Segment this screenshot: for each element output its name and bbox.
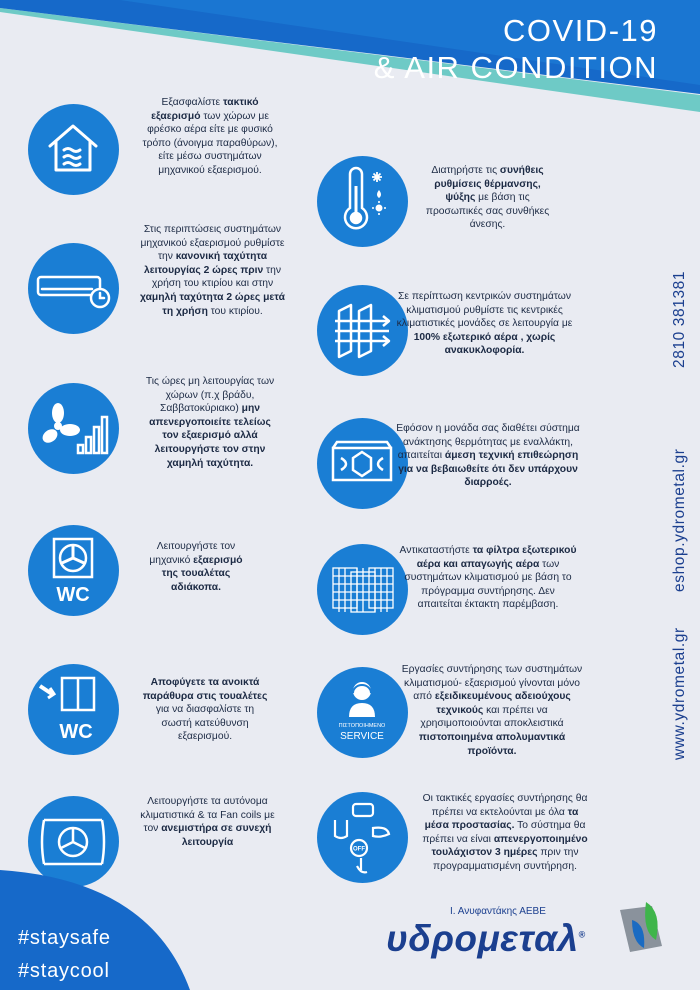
tip-text-part: Αντικαταστήστε — [399, 545, 473, 556]
tip-text-part: Αποφύγετε τα ανοικτά παράθυρα στις τουαλέτες — [142, 677, 268, 702]
tip-text-part: τα μέσα προστασίας. — [424, 806, 579, 832]
tip-text-part: μην απενεργοποιείτε τελείως τον εξαερισμό αλλά λειτουργήστε τον στην χαμηλή ταχύτητα. — [149, 403, 271, 469]
hashtag-staysafe: #staysafe — [18, 927, 111, 949]
tip-regular-ventilation — [140, 96, 280, 178]
tip-text-part: Εργασίες συντήρησης των συστημάτων κλιματισμού- εξαερισμού γίνονται μόνο από — [401, 664, 583, 703]
website-link[interactable]: www.ydrometal.gr — [671, 627, 688, 760]
tip-text-part: και πρέπει να χρησιμοποιούνται αποκλειστικά — [420, 704, 564, 730]
tip-text-part: πιστοποιημένα απολυμαντικά προϊόντα. — [418, 731, 566, 757]
tip-text-part: Εφόσον η μονάδα σας διαθέτει σύστημα ανάκτησης θερμότητας με εναλλάκτη, απαιτείται — [396, 423, 580, 462]
tip-text-part: Τις ώρες μη λειτουργίας των χώρων (π.χ βράδυ, Σαββατοκύριακο) — [145, 376, 275, 415]
service-small-label: ΠΙΣΤΟΠΟΙΗΜΕΝΟ — [338, 723, 386, 729]
tip-text-part: εξειδικευμένους αδειούχους τεχνικούς — [434, 691, 571, 716]
wc-fan-icon — [28, 525, 119, 616]
tip-text-part: Λειτουργήστε τα αυτόνομα κλιματιστικά & τα Fan coils με τον — [140, 796, 275, 835]
tip-text-part: 100% εξωτερικό αέρα , χωρίς ανακυκλοφορία. — [413, 331, 556, 357]
tip-text-part: για να διασφαλίστε τη σωστή κατεύθυνση εξαερισμού. — [155, 704, 255, 743]
tip-text-part: Σε περίπτωση κεντρικών συστημάτων κλιματισμού ρυθμίστε τις κεντρικές κλιματιστικές μονάδες σε λειτουργία με — [396, 291, 573, 330]
wc-label: WC — [59, 721, 93, 743]
tip-text-part: Στις περιπτώσεις συστημάτων μηχανικού εξαερισμού ρυθμίστε την — [140, 224, 285, 263]
tip-text-part: του κτιρίου. — [207, 305, 263, 317]
tip-fan-coils — [140, 795, 275, 849]
tip-text-part: Λειτουργήστε τον μηχανικό — [149, 541, 236, 566]
thermometer-icon — [317, 156, 408, 247]
tip-text-part: Εξασφαλίστε — [161, 97, 223, 108]
page-title: COVID-19 & AIR CONDITION — [373, 13, 658, 85]
tip-text-part: χαμηλή ταχύτητα 2 ώρες μετά τη χρήση — [140, 291, 285, 317]
protection-gear-off-icon — [317, 792, 408, 883]
tip-text-part: των χώρων με φρέσκο αέρα είτε με φυσικό τρόπο (άνοιγμα παραθύρων), είτε μέσω συστημάτων μηχανικού εξαερισμού. — [142, 110, 278, 176]
tip-text-part: με βάση τις προσωπικές σας συνθήκες άνεσης. — [425, 192, 550, 231]
tip-text-part: ανεμιστήρα σε συνεχή λειτουργία — [161, 823, 272, 848]
tip-protective-equipment — [420, 792, 590, 874]
house-ventilation-icon — [28, 104, 119, 195]
service-label: SERVICE — [340, 731, 384, 742]
tip-text-part: Διατηρήστε τις — [431, 165, 500, 176]
wc-label: WC — [56, 584, 90, 606]
eshop-link[interactable]: eshop.ydrometal.gr — [671, 448, 688, 592]
tip-text-part: τα φίλτρα εξωτερικού αέρα και απαγωγής αέρα — [416, 545, 577, 570]
tip-text-part: κανονική ταχύτητα λειτουργίας 2 ώρες πριν — [144, 251, 268, 276]
tip-text-part: άμεση τεχνική επιθεώρηση για να βεβαιωθείτε ότι δεν υπάρχουν διαρροές. — [398, 450, 579, 489]
tip-ventilation-speed — [140, 223, 285, 318]
tip-filter-replacement — [398, 544, 578, 612]
tip-heat-recovery — [393, 422, 583, 490]
tip-text-part: Οι τακτικές εργασίες συντήρησης θα πρέπει να εκτελούνται με όλα — [422, 793, 588, 818]
service-technician-icon — [317, 667, 408, 758]
tip-non-operating-hours — [140, 375, 280, 470]
tip-text-part: τακτικό εξαερισμό — [151, 97, 259, 122]
tip-text-part: συνήθεις ρυθμίσεις θέρμανσης, ψύξης — [434, 165, 544, 204]
tip-text-part: των συστημάτων κλιματισμού με βάση το πρόγραμμα συντήρησης. Δεν απαιτείται έκτακτη παρέμβαση. — [404, 558, 572, 611]
tip-text-part: απενεργοποιημένο τουλάχιστον 3 ημέρες — [431, 833, 588, 859]
tip-toilet-ventilation — [140, 540, 252, 594]
tip-certified-technicians — [398, 663, 586, 758]
wc-window-icon — [28, 664, 119, 755]
hashtag-staycool: #staycool — [18, 960, 110, 982]
tip-text-part: Το σύστημα θα πρέπει να είναι — [422, 820, 586, 845]
ventilation-unit-clock-icon — [28, 243, 119, 334]
tip-central-systems — [392, 290, 577, 358]
fan-bars-icon — [28, 383, 119, 474]
tip-text-part: πριν την προγραμματισμένη συντήρηση. — [433, 847, 579, 872]
tip-text-part: την χρήση του κτιρίου και στην — [151, 264, 281, 290]
brand-logo-icon — [612, 896, 672, 956]
tip-thermostat-settings — [420, 164, 555, 232]
tip-text-part: εξαερισμό της τουαλέτας αδιάκοπα. — [161, 554, 243, 593]
air-filters-icon — [317, 544, 408, 635]
off-label: OFF — [353, 846, 365, 853]
brand-subtitle: Ι. Ανυφαντάκης ΑΕΒΕ — [450, 906, 546, 917]
brand-name: υδρομεταλ® — [386, 918, 586, 959]
phone-number[interactable]: 2810 381381 — [671, 270, 688, 368]
tip-avoid-open-windows — [140, 676, 270, 744]
